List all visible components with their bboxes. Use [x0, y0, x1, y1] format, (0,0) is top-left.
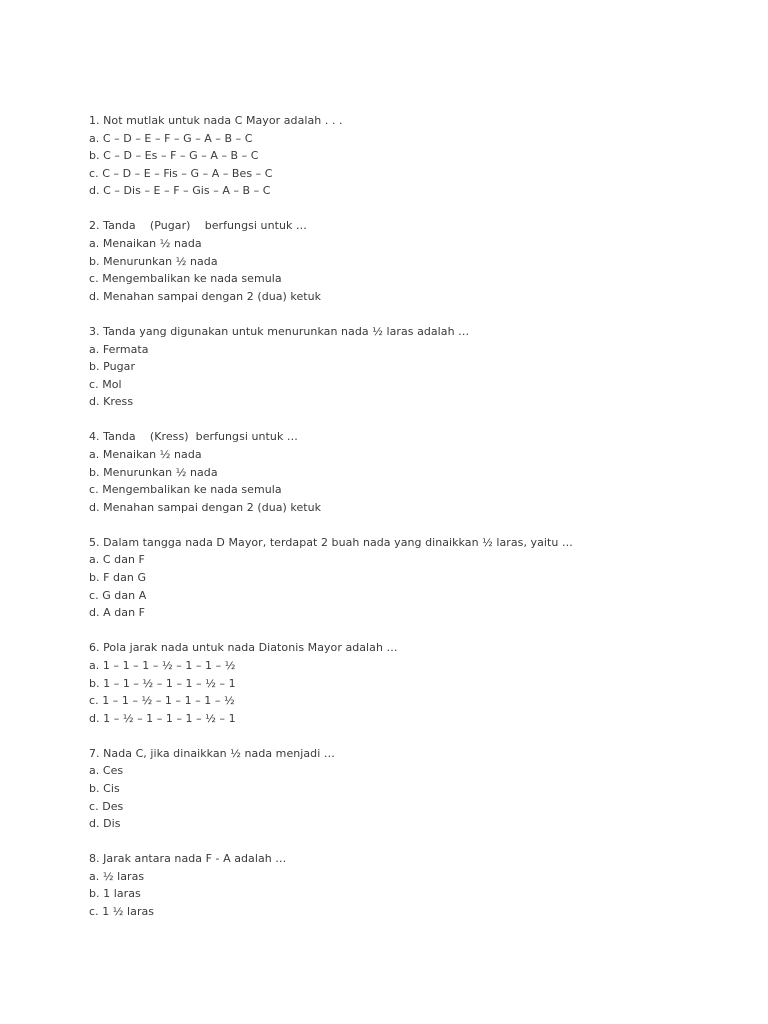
question-stem: 1. Not mutlak untuk nada C Mayor adalah . . . — [89, 114, 343, 127]
option-b: b. Menurunkan ½ nada — [89, 465, 218, 479]
option-a: a. Fermata — [89, 342, 149, 356]
option-d: d. Menahan sampai dengan 2 (dua) ketuk — [89, 289, 322, 303]
question-4 — [89, 428, 729, 516]
question-8 — [89, 850, 729, 920]
option-c: c. G dan A — [89, 588, 147, 602]
option-a: a. 1 – 1 – 1 – ½ – 1 – 1 – ½ — [89, 658, 236, 672]
option-b: b. F dan G — [89, 571, 147, 585]
option-c: c. Mol — [89, 377, 122, 391]
option-c: c. 1 ½ laras — [89, 905, 155, 919]
question-5 — [89, 534, 729, 622]
option-d: d. C – Dis – E – F – Gis – A – B – C — [89, 184, 271, 198]
option-d: d. Menahan sampai dengan 2 (dua) ketuk — [89, 500, 322, 514]
option-a: a. Menaikan ½ nada — [89, 237, 202, 251]
question-stem: 6. Pola jarak nada untuk nada Diatonis Mayor adalah … — [89, 641, 398, 655]
question-stem: 7. Nada C, jika dinaikkan ½ nada menjadi … — [89, 746, 335, 760]
document-page — [89, 112, 729, 938]
option-b: b. Menurunkan ½ nada — [89, 254, 218, 268]
question-stem: 4. Tanda (Kress) berfungsi untuk … — [89, 430, 298, 444]
option-c: c. 1 – 1 – ½ – 1 – 1 – 1 – ½ — [89, 694, 235, 708]
option-b: b. 1 laras — [89, 887, 141, 901]
option-c: c. Mengembalikan ke nada semula — [89, 272, 282, 286]
question-1 — [89, 112, 729, 200]
option-b: b. Cis — [89, 782, 120, 795]
option-a: a. C dan F — [89, 553, 145, 567]
option-a: a. C – D – E – F – G – A – B – C — [89, 131, 253, 145]
option-b: b. 1 – 1 – ½ – 1 – 1 – ½ – 1 — [89, 676, 236, 690]
option-b: b. Pugar — [89, 360, 136, 374]
option-d: d. Dis — [89, 817, 121, 831]
option-a: a. Menaikan ½ nada — [89, 448, 202, 461]
option-a: a. Ces — [89, 764, 124, 778]
question-stem: 5. Dalam tangga nada D Mayor, terdapat 2 buah nada yang dinaikkan ½ laras, yaitu … — [89, 535, 573, 549]
question-7 — [89, 745, 729, 833]
option-a: a. ½ laras — [89, 869, 145, 883]
option-c: c. Des — [89, 799, 124, 813]
question-2 — [89, 217, 729, 305]
option-c: c. Mengembalikan ke nada semula — [89, 483, 282, 497]
question-stem: 3. Tanda yang digunakan untuk menurunkan nada ½ laras adalah … — [89, 324, 470, 338]
question-3 — [89, 323, 729, 411]
option-b: b. C – D – Es – F – G – A – B – C — [89, 149, 259, 163]
option-d: d. A dan F — [89, 606, 146, 620]
option-c: c. C – D – E – Fis – G – A – Bes – C — [89, 166, 273, 180]
option-d: d. 1 – ½ – 1 – 1 – 1 – ½ – 1 — [89, 711, 236, 725]
question-stem: 2. Tanda (Pugar) berfungsi untuk … — [89, 219, 307, 233]
question-6 — [89, 639, 729, 727]
option-d: d. Kress — [89, 395, 134, 409]
question-stem: 8. Jarak antara nada F - A adalah … — [89, 852, 287, 866]
